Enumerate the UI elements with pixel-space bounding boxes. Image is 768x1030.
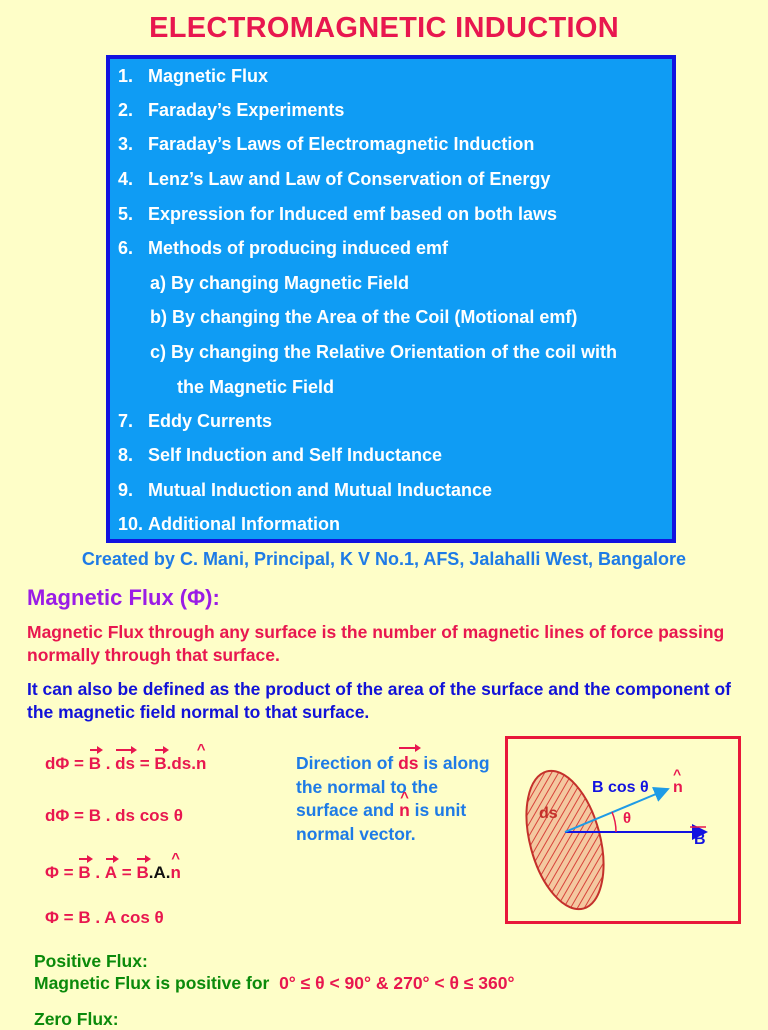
equation-4: Φ = B . A cos θ (45, 908, 164, 927)
flux-diagram (505, 736, 741, 924)
toc-item: 7. Eddy Currents (118, 411, 273, 431)
definition-text-alt: It can also be defined as the product of the area of the surface and the component of the magnetic field normal to that surface. (27, 679, 731, 722)
theta-label: θ (623, 810, 632, 827)
n-hat-label: n (673, 779, 683, 796)
positive-flux-heading: Positive Flux: (34, 951, 148, 971)
toc-subitem: b) By changing the Area of the Coil (Motional emf) (150, 307, 578, 327)
toc-subitem: a) By changing Magnetic Field (150, 273, 410, 293)
theta-arc (612, 812, 616, 832)
equation-3: Φ = B . A = B.A.^ n (45, 863, 181, 883)
bcos-label: B cos θ (592, 779, 649, 796)
toc-subitem: the Magnetic Field (177, 377, 335, 397)
toc-item: 9. Mutual Induction and Mutual Inductance (118, 480, 492, 500)
toc-item: 1. Magnetic Flux (118, 66, 269, 86)
positive-flux-text: Magnetic Flux is positive for 0° ≤ θ < 90° & 270° < θ ≤ 360° (34, 973, 515, 993)
direction-note: Direction of ds is along the normal to the surface and ^ n is unit normal vector. (296, 752, 496, 846)
toc-item: 8. Self Induction and Self Inductance (118, 445, 443, 465)
equation-1: dΦ = B . ds = B.ds.^ n (45, 754, 206, 774)
toc-item: 2. Faraday’s Experiments (118, 100, 345, 120)
contents-box (106, 55, 676, 543)
toc-item: 6. Methods of producing induced emf (118, 238, 448, 258)
toc-item: 4. Lenz’s Law and Law of Conservation of Energy (118, 169, 551, 189)
flux-diagram-svg (508, 739, 738, 921)
definition-text: Magnetic Flux through any surface is the number of magnetic lines of force passing normally through that surface. (27, 622, 725, 665)
b-label: B (694, 831, 706, 848)
toc-subitem: c) By changing the Relative Orientation of the coil with (150, 342, 618, 362)
toc-item: 10. Additional Information (118, 514, 340, 534)
author-credit: Created by C. Mani, Principal, K V No.1, AFS, Jalahalli West, Bangalore (81, 549, 687, 569)
hat-mark-icon: ^ (673, 766, 682, 782)
page-title: ELECTROMAGNETIC INDUCTION (149, 12, 619, 44)
ds-label: ds (539, 805, 558, 822)
section-heading: Magnetic Flux (Φ): (27, 585, 220, 610)
toc-item: 3. Faraday’s Laws of Electromagnetic Induction (118, 134, 535, 154)
toc-item: 5. Expression for Induced emf based on both laws (118, 204, 558, 224)
equation-2: dΦ = B . ds cos θ (45, 806, 183, 825)
zero-flux-heading: Zero Flux: (34, 1009, 119, 1029)
